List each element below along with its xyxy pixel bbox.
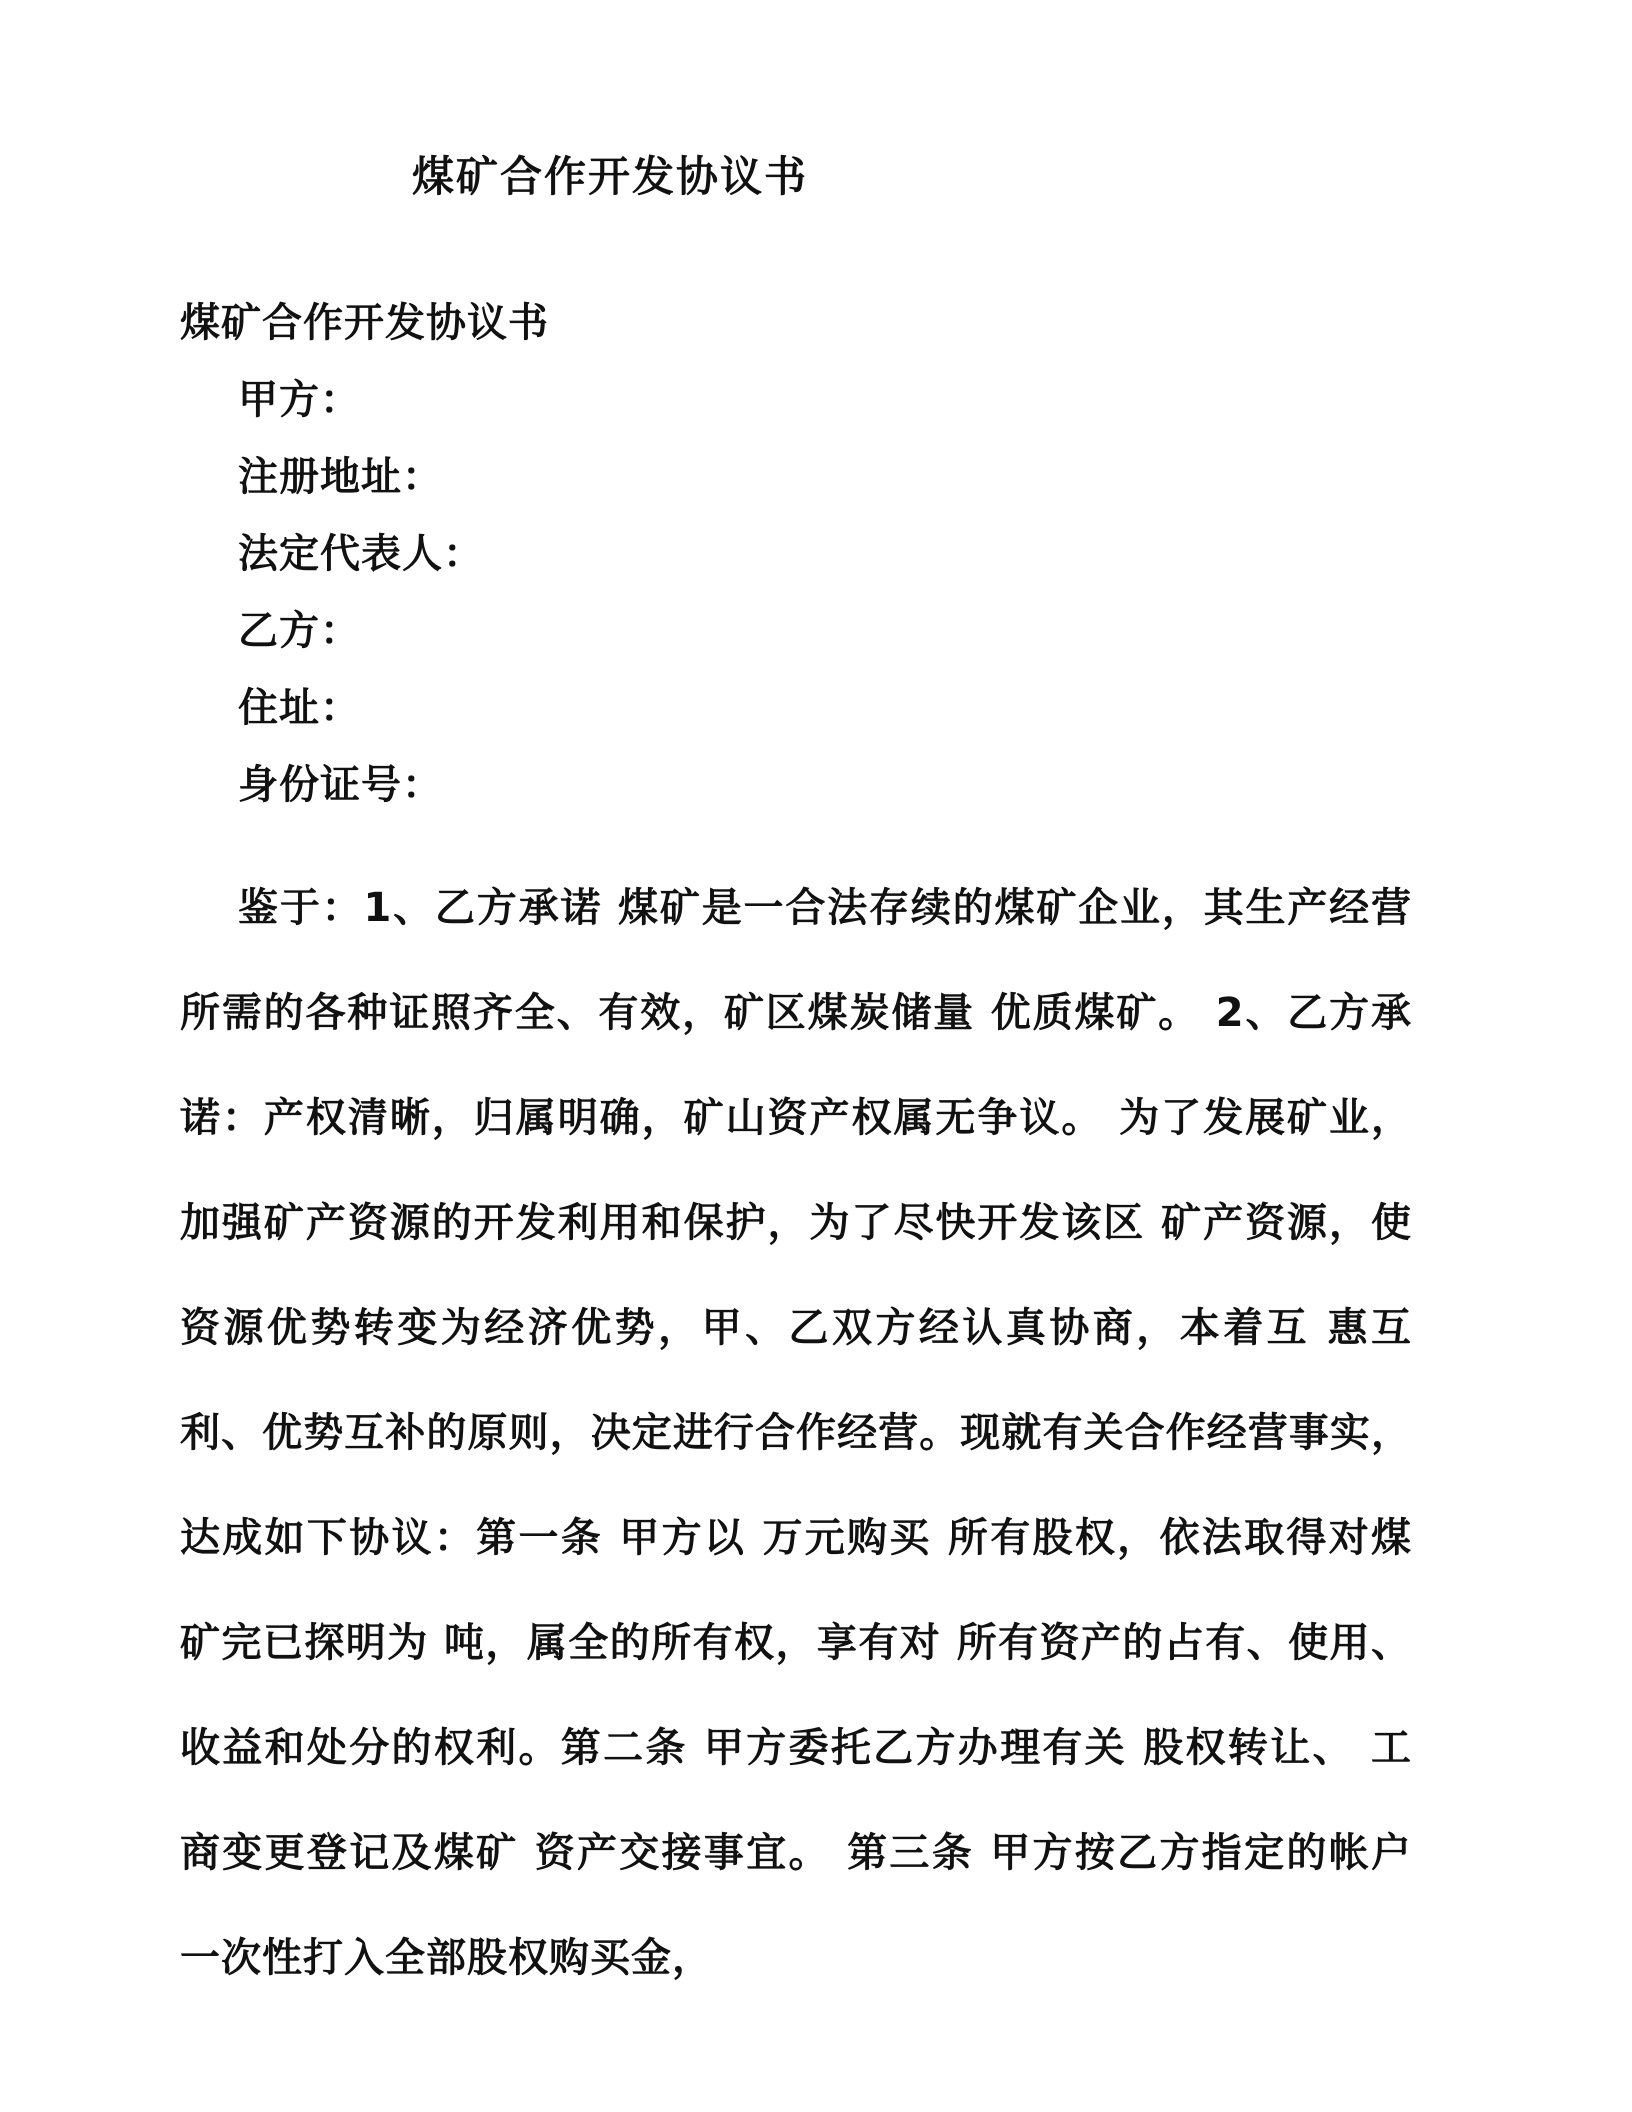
paragraph-party-a: 甲方： (238, 376, 361, 423)
paragraph-subtitle: 煤矿合作开发协议书 (180, 299, 549, 346)
paragraph-party-b: 乙方： (238, 607, 361, 654)
paragraph-agreement-body: 鉴于：1、乙方承诺 煤矿是一合法存续的煤矿企业，其生产经营所需的各种证照齐全、有效，矿区煤炭储量 优质煤矿。 2、乙方承诺：产权清晰，归属明确，矿山资产权属无争议。 为了发展矿业，加强矿产资源的开发利用和保护，为了尽快开发该区 矿产资源，使资源优势转变为经济优势，甲、乙双方经认真协商，本着互 惠互利、优势互补的原则，决定进行合作经营。现就有关合作经营事实， 达成如下协议：第一条 甲方以 万元购买 所有股权，依法取得对煤矿完已探明为 吨，属全的所有权，享有对 所有资产的占有、使用、收益和处分的权利。第二条 甲方委托乙方办理有关 股权转让、 工商变更登记及煤矿 资产交接事宜。 第三条 甲方按乙方指定的帐户一次性打入全部股权购买金， (180, 884, 1412, 1981)
paragraph-legal-representative: 法定代表人： (238, 530, 484, 577)
document-title: 煤矿合作开发协议书 (411, 152, 808, 201)
document-body (180, 285, 1412, 2011)
paragraph-address: 住址： (238, 684, 361, 731)
paragraph-registered-address: 注册地址： (238, 453, 443, 500)
paragraph-id-number: 身份证号： (238, 761, 443, 808)
